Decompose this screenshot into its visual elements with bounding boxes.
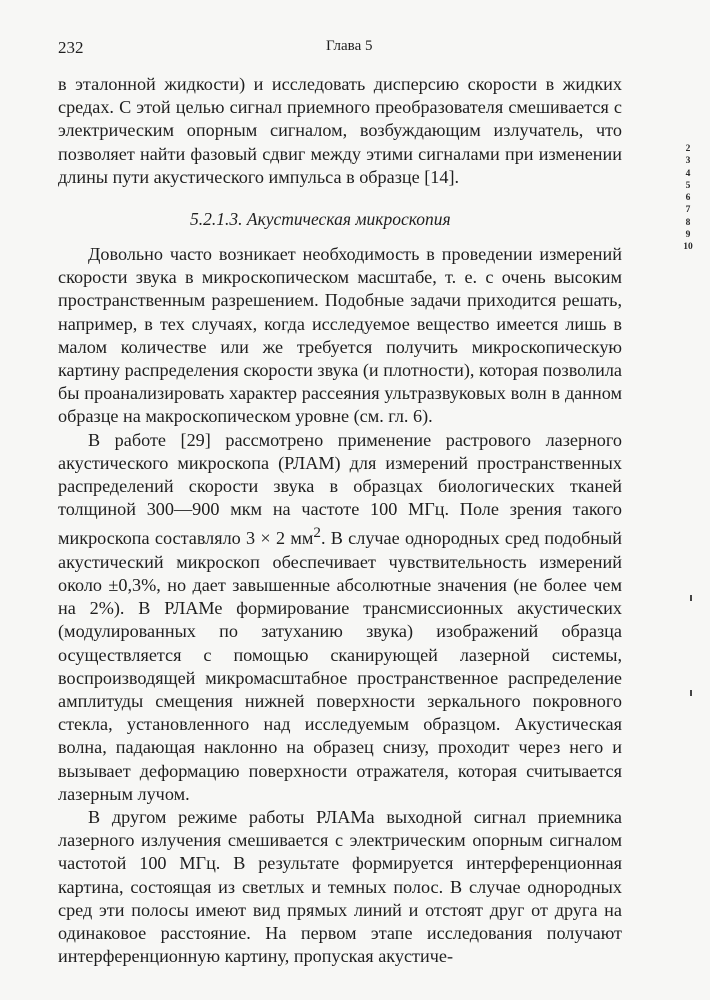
margin-mark: 6 (685, 193, 691, 204)
paragraph-2 (58, 429, 622, 806)
superscript-two: 2 (313, 524, 321, 542)
text-block-top (58, 73, 622, 189)
paragraph-3: В другом режиме работы РЛАМа выходной сигнал приемника лазерного излучения смешивается с электрическим опорным сигналом частотой 100 МГц. В результате формируется интерференционная картина, состоящая из светлых и темных полос. В случае однородных сред эти полосы имеют вид прямых линий и отстоят друг от друга на одинаковое расстояние. На первом этапе исследования получают интерференционную картину, пропуская акустиче- (58, 806, 622, 967)
opening-paragraph: в эталонной жидкости) и исследовать дисперсию скорости в жидких средах. С этой целью сигнал приемного преобразователя смешивается с электрическим опорным сигналом, возбуждающим излучатель, что позволяет найти фазовый сдвиг между этими сигналами при изменении длины пути акустического импульса в образце [14]. (58, 74, 622, 187)
running-head: Глава 5 (326, 38, 373, 54)
margin-line-numbers (680, 143, 696, 254)
margin-mark: 3 (685, 156, 691, 167)
paragraph-1: Довольно часто возникает необходимость в проведении измерений скорости звука в микроскопическом масштабе, т. е. с очень высоким пространственным разрешением. Подобные задачи приходится решать, например, в тех случаях, когда исследуемое вещество имеется лишь в малом количестве или же требуется получить микроскопическую картину распределения скорости звука (и плотности), которая позволила бы проанализировать характер рассеяния ультразвуковых волн в данном образце на макроскопическом уровне (см. гл. 6). (58, 244, 622, 427)
margin-mark: 8 (685, 217, 691, 228)
margin-mark: 7 (685, 205, 691, 216)
scan-mark (690, 595, 692, 601)
margin-mark: 9 (685, 230, 691, 241)
section-title: 5.2.1.3. Акустическая микроскопия (190, 209, 451, 229)
margin-mark: 2 (685, 144, 691, 154)
page-number: 232 (58, 38, 84, 57)
scan-mark (690, 690, 692, 696)
paragraph-2-part-2: . В случае однородных сред подобный акустический микроскоп обеспечивает чувствительность измерений около ±0,3%, но дает завышенные абсолютные значения (не более чем на 2%). В РЛАМе формирование трансмиссионных акустических (модулированных по затуханию звука) изображений образца осуществляется с помощью сканирующей лазерной системы, воспроизводящей микромасштабное пространственное распределение амплитуды смещения нижней поверхности зеркального покровного стекла, установленного над исследуемым образцом. Акустическая волна, падающая наклонно на образец снизу, проходит через него и вызывает деформацию поверхности отражателя, которая считывается лазерным лучом. (58, 528, 622, 804)
paragraph-2-part-1: В работе [29] рассмотрено применение растрового лазерного акустического микроскопа (РЛАМ) для измерений пространственных распределений скорости звука в образцах биологических тканей толщиной 300—900 мкм на частоте 100 МГц. Поле зрения такого микроскопа составляло 3 × 2 мм (58, 429, 622, 549)
text-block-main (58, 243, 622, 968)
margin-mark: 10 (683, 242, 693, 253)
margin-mark: 5 (685, 180, 691, 191)
margin-mark: 4 (685, 168, 691, 179)
